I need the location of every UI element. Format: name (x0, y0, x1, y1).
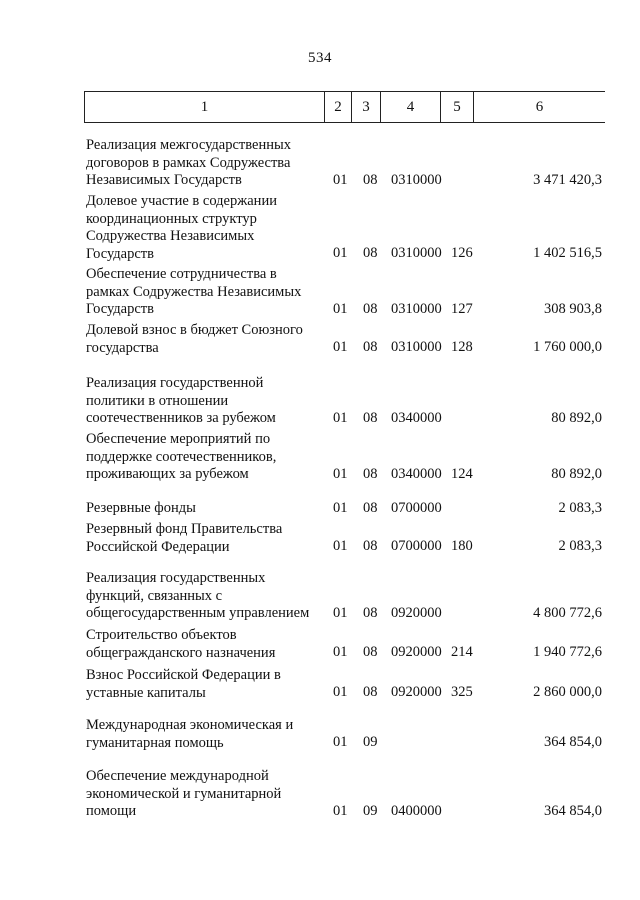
row-section: 01 (333, 803, 348, 819)
row-section: 01 (333, 172, 348, 188)
row-target-code: 0340000 (391, 466, 442, 482)
row-target-code: 0700000 (391, 538, 442, 554)
row-amount: 80 892,0 (551, 466, 602, 482)
row-subsection: 08 (363, 339, 378, 355)
row-name: Реализация межгосударственных договоров в рамках Содружества Независимых Государств (86, 137, 291, 188)
row-name: Реализация государственной политики в отношении соотечественников за рубежом (86, 375, 276, 426)
row-section: 01 (333, 339, 348, 355)
row-expense-type: 214 (451, 644, 473, 660)
row-amount: 308 903,8 (544, 301, 602, 317)
row-name: Взнос Российской Федерации в уставные капиталы (86, 667, 281, 701)
row-subsection: 08 (363, 410, 378, 426)
row-name: Резервные фонды (86, 500, 196, 516)
row-section: 01 (333, 734, 348, 750)
row-name: Обеспечение мероприятий по поддержке соотечественников, проживающих за рубежом (86, 431, 277, 482)
row-subsection: 08 (363, 684, 378, 700)
row-amount: 364 854,0 (544, 734, 602, 750)
row-section: 01 (333, 301, 348, 317)
row-expense-type: 180 (451, 538, 473, 554)
row-name: Реализация государственных функций, связанных с общегосударственным управлением (86, 570, 310, 621)
header-col-1: 1 (85, 92, 325, 122)
row-name: Долевой взнос в бюджет Союзного государства (86, 322, 303, 356)
row-expense-type: 325 (451, 684, 473, 700)
row-target-code: 0920000 (391, 605, 442, 621)
header-col-6: 6 (535, 99, 544, 115)
row-target-code: 0310000 (391, 301, 442, 317)
row-expense-type: 126 (451, 245, 473, 261)
row-target-code: 0340000 (391, 410, 442, 426)
row-target-code: 0700000 (391, 500, 442, 516)
row-target-code: 0310000 (391, 245, 442, 261)
page-number: 534 (308, 50, 332, 66)
row-expense-type: 128 (451, 339, 473, 355)
row-section: 01 (333, 410, 348, 426)
row-section: 01 (333, 538, 348, 554)
row-name: Долевое участие в содержании координационных структур Содружества Независимых Государств (86, 193, 277, 262)
row-subsection: 08 (363, 172, 378, 188)
row-amount: 2 860 000,0 (533, 684, 602, 700)
row-section: 01 (333, 684, 348, 700)
row-subsection: 08 (363, 500, 378, 516)
row-amount: 1 760 000,0 (533, 339, 602, 355)
row-subsection: 08 (363, 301, 378, 317)
row-name: Обеспечение сотрудничества в рамках Содружества Независимых Государств (86, 266, 302, 317)
row-subsection: 08 (363, 538, 378, 554)
row-subsection: 08 (363, 466, 378, 482)
row-amount: 1 940 772,6 (533, 644, 602, 660)
row-target-code: 0400000 (391, 803, 442, 819)
row-amount: 80 892,0 (551, 410, 602, 426)
row-amount: 4 800 772,6 (533, 605, 602, 621)
row-target-code: 0310000 (391, 339, 442, 355)
row-expense-type: 124 (451, 466, 473, 482)
row-target-code: 0310000 (391, 172, 442, 188)
header-col-3: 3 (352, 92, 381, 122)
row-name: Обеспечение международной экономической и гуманитарной помощи (86, 768, 282, 819)
header-col-4: 4 (381, 92, 441, 122)
row-expense-type: 127 (451, 301, 473, 317)
row-section: 01 (333, 644, 348, 660)
row-subsection: 09 (363, 734, 378, 750)
row-subsection: 08 (363, 605, 378, 621)
row-target-code: 0920000 (391, 684, 442, 700)
row-amount: 3 471 420,3 (533, 172, 602, 188)
header-col-5: 5 (441, 92, 474, 122)
row-subsection: 08 (363, 644, 378, 660)
row-section: 01 (333, 605, 348, 621)
row-section: 01 (333, 245, 348, 261)
row-subsection: 09 (363, 803, 378, 819)
row-name: Строительство объектов общегражданского назначения (86, 627, 276, 661)
row-amount: 1 402 516,5 (533, 245, 602, 261)
row-amount: 2 083,3 (558, 538, 602, 554)
row-subsection: 08 (363, 245, 378, 261)
row-amount: 364 854,0 (544, 803, 602, 819)
row-name: Резервный фонд Правительства Российской Федерации (86, 521, 283, 555)
row-name: Международная экономическая и гуманитарная помощь (86, 717, 294, 751)
row-amount: 2 083,3 (558, 500, 602, 516)
row-section: 01 (333, 500, 348, 516)
header-col-2: 2 (325, 92, 352, 122)
row-target-code: 0920000 (391, 644, 442, 660)
row-section: 01 (333, 466, 348, 482)
